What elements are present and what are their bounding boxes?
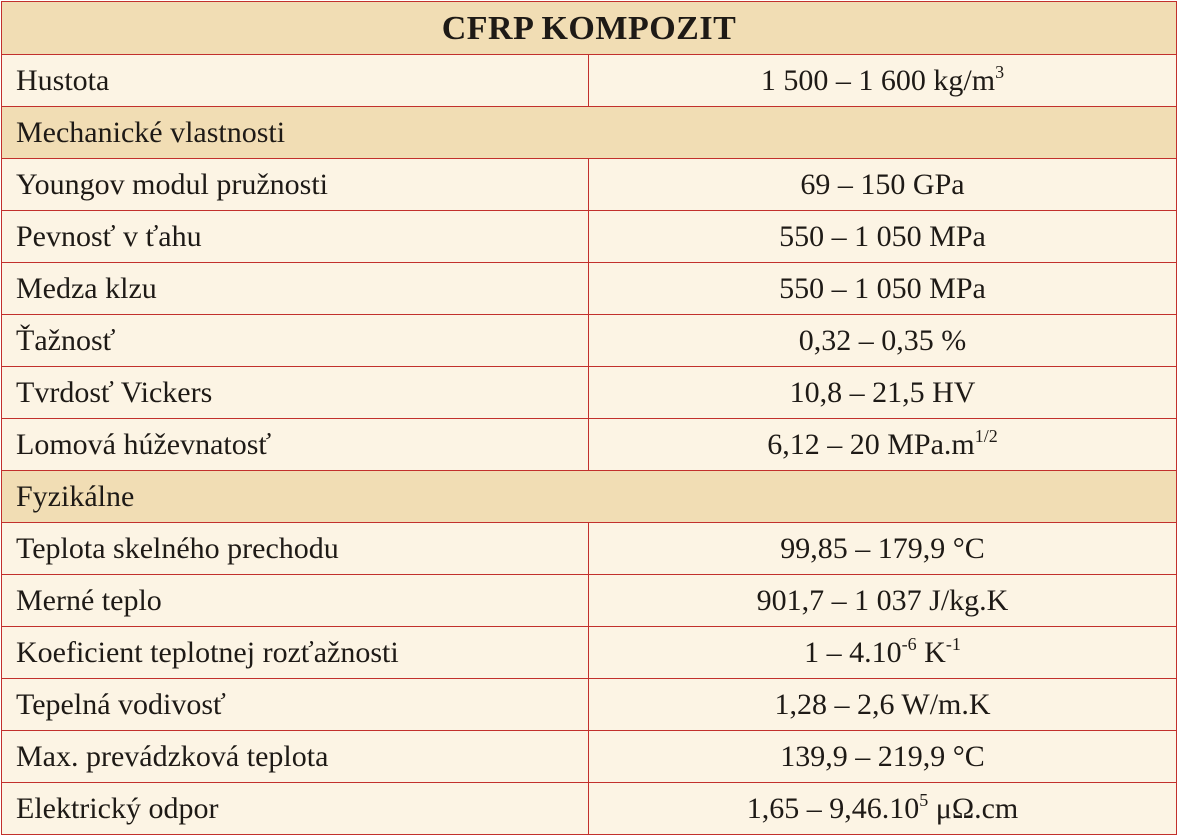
property-label: Ťažnosť — [2, 315, 589, 367]
property-label: Hustota — [2, 55, 589, 107]
table-row — [2, 55, 1177, 107]
property-value — [589, 367, 1177, 419]
property-label: Tvrdosť Vickers — [2, 367, 589, 419]
property-value — [589, 159, 1177, 211]
property-label: Pevnosť v ťahu — [2, 211, 589, 263]
value-text: 901,7 – 1 037 J/kg.K — [756, 584, 1009, 617]
property-value — [589, 627, 1177, 679]
section-header-row — [2, 471, 1177, 523]
cfrp-properties-table — [1, 1, 1177, 835]
table-row — [2, 575, 1177, 627]
property-label: Medza klzu — [2, 263, 589, 315]
section-header-row — [2, 107, 1177, 159]
value-text-suffix: μΩ.cm — [928, 792, 1019, 825]
property-value — [589, 783, 1177, 835]
value-text: 0,32 – 0,35 % — [798, 324, 967, 357]
value-text-suffix: K — [916, 636, 946, 669]
value-superscript-suffix: -1 — [945, 634, 961, 654]
value-superscript: 3 — [995, 62, 1005, 82]
property-label: Youngov modul pružnosti — [2, 159, 589, 211]
value-text: 139,9 – 219,9 °C — [780, 740, 985, 773]
property-value — [589, 679, 1177, 731]
value-text: 99,85 – 179,9 °C — [780, 532, 985, 565]
table-row — [2, 523, 1177, 575]
property-value — [589, 523, 1177, 575]
table-row — [2, 679, 1177, 731]
value-superscript: -6 — [901, 634, 917, 654]
table-row — [2, 263, 1177, 315]
table-row — [2, 627, 1177, 679]
property-value — [589, 575, 1177, 627]
property-value — [589, 55, 1177, 107]
property-label: Max. prevádzková teplota — [2, 731, 589, 783]
property-value — [589, 731, 1177, 783]
value-text: 1,65 – 9,46.10 — [746, 792, 920, 825]
table-row — [2, 159, 1177, 211]
table-title-row — [2, 2, 1177, 55]
value-superscript: 5 — [919, 790, 929, 810]
property-label: Merné teplo — [2, 575, 589, 627]
value-text: 6,12 – 20 MPa.m — [767, 428, 975, 461]
property-label: Koeficient teplotnej rozťažnosti — [2, 627, 589, 679]
value-text: 550 – 1 050 MPa — [779, 272, 986, 305]
property-value — [589, 419, 1177, 471]
table-row — [2, 783, 1177, 835]
table-title: CFRP KOMPOZIT — [2, 2, 1177, 55]
property-label: Lomová húževnatosť — [2, 419, 589, 471]
property-label: Tepelná vodivosť — [2, 679, 589, 731]
value-text: 1 – 4.10 — [804, 636, 902, 669]
section-header: Mechanické vlastnosti — [2, 107, 1177, 159]
value-text: 69 – 150 GPa — [800, 168, 965, 201]
value-text: 1 500 – 1 600 kg/m — [760, 64, 996, 97]
section-header: Fyzikálne — [2, 471, 1177, 523]
value-text: 550 – 1 050 MPa — [779, 220, 986, 253]
property-value — [589, 211, 1177, 263]
table-row — [2, 419, 1177, 471]
property-label: Elektrický odpor — [2, 783, 589, 835]
table-row — [2, 367, 1177, 419]
table-row — [2, 211, 1177, 263]
value-superscript: 1/2 — [974, 426, 998, 446]
table-row — [2, 731, 1177, 783]
table-row — [2, 315, 1177, 367]
property-label: Teplota skelného prechodu — [2, 523, 589, 575]
property-value — [589, 315, 1177, 367]
value-text: 10,8 – 21,5 HV — [789, 376, 976, 409]
property-value — [589, 263, 1177, 315]
value-text: 1,28 – 2,6 W/m.K — [774, 688, 991, 721]
